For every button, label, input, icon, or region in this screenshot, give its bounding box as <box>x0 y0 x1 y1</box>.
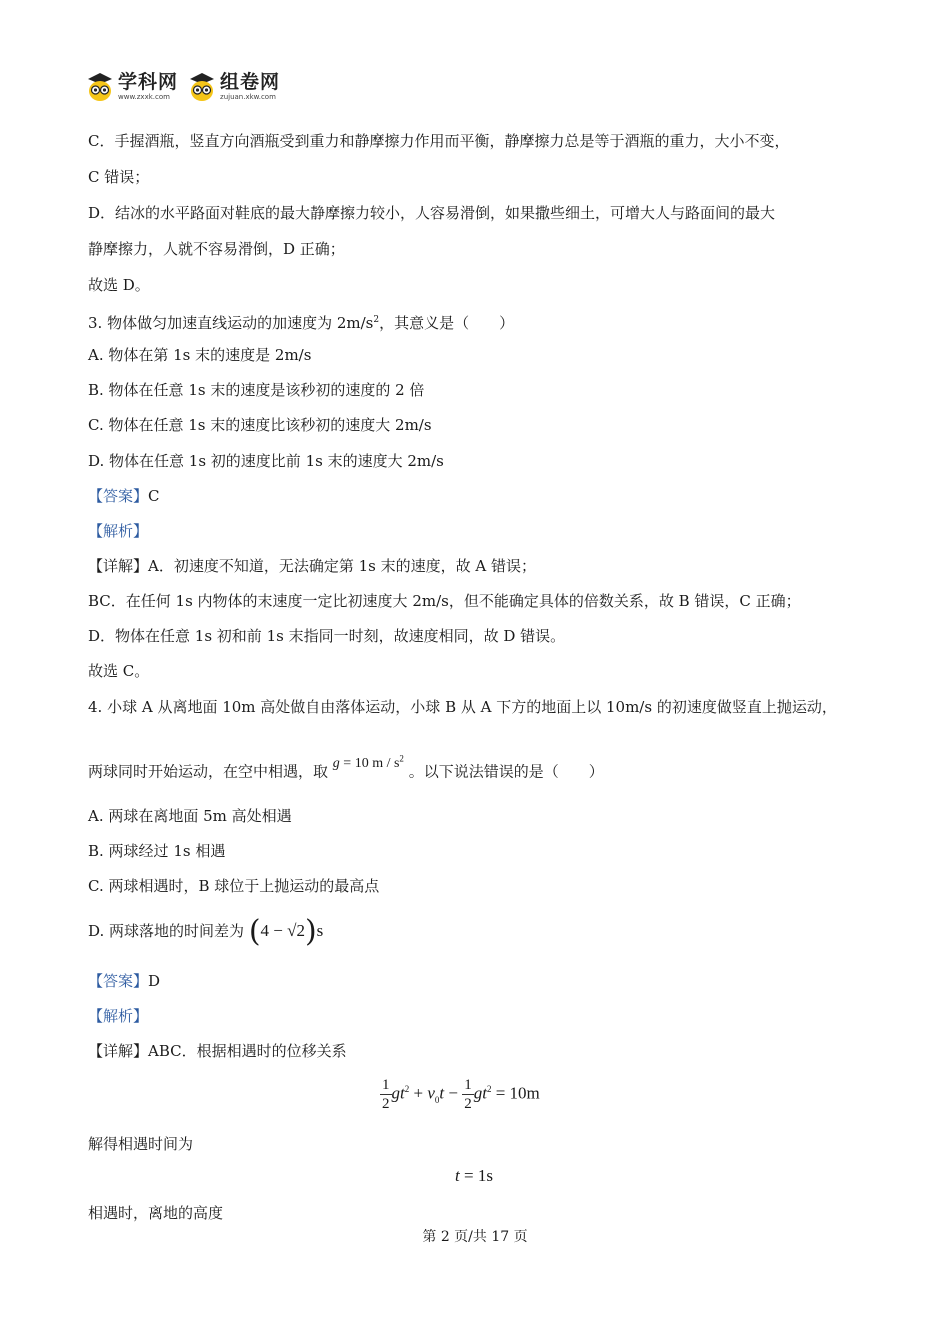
logo-zxxk <box>86 72 178 102</box>
q4-detail-1-text: ABC．根据相遇时的位移关系 <box>148 1042 347 1060</box>
q4-detail-1 <box>88 1041 347 1061</box>
text-line: 故选 D。 <box>88 276 150 294</box>
q3-option-a: A. 物体在第 1s 末的速度是 2m/s <box>88 346 312 364</box>
analysis-tag: 【解析】 <box>88 522 149 540</box>
q4-stem-b: 。以下说法错误的是（ ） <box>408 762 604 781</box>
header-logos <box>86 70 280 104</box>
text-line: D．结冰的水平路面对鞋底的最大静摩擦力较小，人容易滑倒，如果撒些细土，可增大人与路面间的最大 <box>88 204 776 222</box>
text-line: C．手握酒瓶，竖直方向酒瓶受到重力和静摩擦力作用而平衡，静摩擦力总是等于酒瓶的重力，大小不变， <box>88 132 790 150</box>
q4-height-text: 相遇时，离地的高度 <box>88 1204 224 1222</box>
q3-analysis-heading <box>88 521 148 541</box>
logo-zujuan-name: 组卷网 <box>220 71 281 93</box>
q3-option-b: B. 物体在任意 1s 末的速度是该秒初的速度的 2 倍 <box>88 381 425 399</box>
q4-answer <box>88 971 160 991</box>
detail-tag: 【详解】 <box>88 1042 149 1060</box>
q3-detail-1-text: A．初速度不知道，无法确定第 1s 末的速度，故 A 错误； <box>148 557 536 575</box>
answer-tag: 【答案】 <box>88 487 149 505</box>
question-3-stem <box>88 310 514 333</box>
q4-option-d-text: D. 两球落地的时间差为 <box>88 922 245 940</box>
text-line: 静摩擦力，人就不容易滑倒，D 正确； <box>88 240 345 258</box>
text-line: 故选 C。 <box>88 662 150 680</box>
text-line: C 错误； <box>88 168 150 186</box>
q3-detail-3: D．物体在任意 1s 初和前 1s 末指同一时刻，故速度相同，故 D 错误。 <box>88 627 566 645</box>
logo-zujuan <box>188 72 280 102</box>
q3-answer <box>88 486 160 506</box>
logo-zxxk-name: 学科网 <box>118 71 179 93</box>
time-equation: t = 1s <box>455 1166 493 1185</box>
q3-option-d: D. 物体在任意 1s 初的速度比前 1s 末的速度大 2m/s <box>88 452 444 470</box>
owl-mascot-icon <box>188 72 216 102</box>
analysis-tag: 【解析】 <box>88 1007 149 1025</box>
q4-option-b: B. 两球经过 1s 相遇 <box>88 842 226 860</box>
page-number: 第 2 页/共 17 页 <box>422 1229 528 1245</box>
q4-option-d: D. 两球落地的时间差为 (4 − √2)s <box>88 914 324 949</box>
owl-mascot-icon <box>86 72 114 102</box>
q4-stem-a: 两球同时开始运动，在空中相遇，取 <box>88 762 329 781</box>
q4-option-c: C. 两球相遇时，B 球位于上抛运动的最高点 <box>88 877 380 895</box>
logo-zujuan-url: zujuan.xkw.com <box>220 93 276 101</box>
q3-option-c: C. 物体在任意 1s 末的速度比该秒初的速度大 2m/s <box>88 416 432 434</box>
detail-tag: 【详解】 <box>88 557 149 575</box>
q4-answer-value: D <box>148 972 161 990</box>
q3-stem-b: ，其意义是（ ） <box>379 314 515 332</box>
q4-option-a: A. 两球在离地面 5m 高处相遇 <box>88 807 292 825</box>
q4-option-d-unit: s <box>316 921 324 940</box>
gravity-formula: g = 10 m / $s^2$ <box>332 753 404 771</box>
q3-answer-value: C <box>148 487 160 505</box>
q4-solve-text: 解得相遇时间为 <box>88 1135 194 1153</box>
logo-zxxk-url: www.zxxk.com <box>118 93 170 101</box>
q3-stem-a: 3. 物体做匀加速直线运动的加速度为 2m/s <box>88 314 374 332</box>
q4-option-d-expr: 4 − √2 <box>260 921 305 940</box>
q3-detail-2: BC．在任何 1s 内物体的末速度一定比初速度大 2m/s，但不能确定具体的倍数关系，故 B 错误，C 正确； <box>88 592 801 610</box>
q3-stem-sup: 2 <box>373 315 380 325</box>
question-4-stem-line1: 4. 小球 A 从离地面 10m 高处做自由落体运动，小球 B 从 A 下方的地面上以 10m/s 的初速度做竖直上抛运动， <box>88 698 837 716</box>
q4-analysis-heading <box>88 1006 148 1026</box>
question-4-stem-line2 <box>88 753 604 784</box>
q3-detail-1 <box>88 556 536 576</box>
answer-tag: 【答案】 <box>88 972 149 990</box>
displacement-equation: $\frac{1}{2}$ $gt^2 + v_0t$ − $\frac{1}{2}$ $gt^2 = 10m$ <box>382 1077 540 1112</box>
